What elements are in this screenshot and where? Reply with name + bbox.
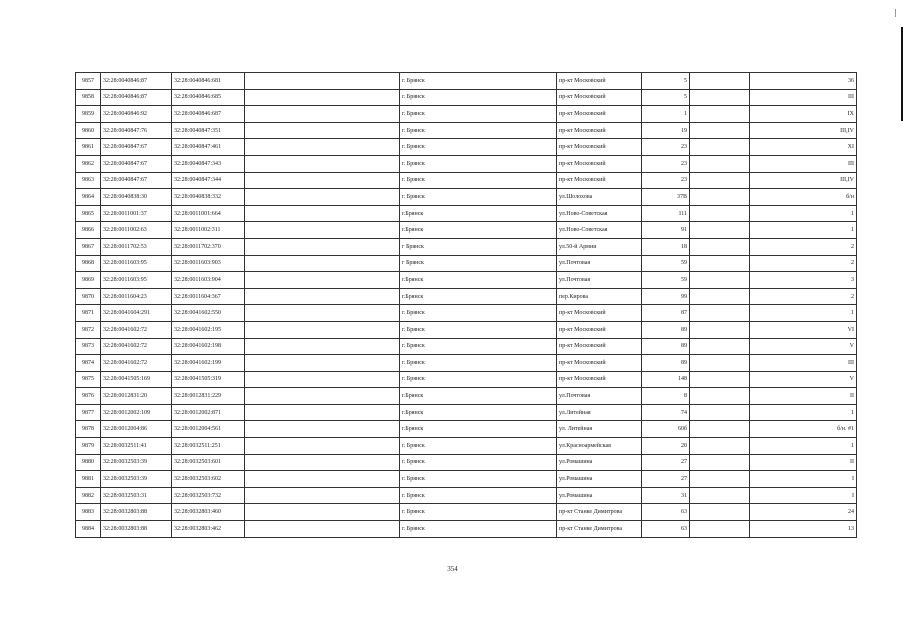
table-row <box>76 321 857 338</box>
cell-building-column <box>690 421 750 438</box>
cell-building-column <box>690 338 750 355</box>
cell-street: ул.Ромашина <box>557 471 642 488</box>
cell-object-cadastral-number: 32:28:0040838:332 <box>172 189 245 206</box>
cell-blank-column <box>245 504 400 521</box>
cell-land-cadastral-number: 32:28:0032503:31 <box>101 487 172 504</box>
table-row <box>76 238 857 255</box>
cell-land-cadastral-number: 32:28:0011603:95 <box>101 255 172 272</box>
cell-city: г. Брянск <box>400 89 557 106</box>
cell-blank-column <box>245 238 400 255</box>
table-row <box>76 504 857 521</box>
cell-apartment: 36 <box>750 73 857 90</box>
cell-row-number: 9860 <box>76 122 101 139</box>
cell-land-cadastral-number: 32:28:0032503:39 <box>101 471 172 488</box>
cell-object-cadastral-number: 32:28:0041602:550 <box>172 305 245 322</box>
cell-blank-column <box>245 89 400 106</box>
cell-apartment: V <box>750 338 857 355</box>
table-row <box>76 155 857 172</box>
cell-land-cadastral-number: 32:28:0041602:72 <box>101 338 172 355</box>
cell-land-cadastral-number: 32:28:0012831:20 <box>101 388 172 405</box>
cell-apartment: V <box>750 371 857 388</box>
cell-land-cadastral-number: 32:28:0011604:23 <box>101 288 172 305</box>
cell-land-cadastral-number: 32:28:0011002:63 <box>101 222 172 239</box>
cell-blank-column <box>245 205 400 222</box>
cell-row-number: 9859 <box>76 106 101 123</box>
cell-blank-column <box>245 404 400 421</box>
cell-object-cadastral-number: 32:28:0012004:561 <box>172 421 245 438</box>
table-row <box>76 487 857 504</box>
cell-apartment: III <box>750 355 857 372</box>
cell-blank-column <box>245 272 400 289</box>
cell-city: г. Брянск <box>400 122 557 139</box>
table-body <box>76 73 857 538</box>
cell-blank-column <box>245 139 400 156</box>
cell-building-column <box>690 521 750 538</box>
cell-apartment: III <box>750 89 857 106</box>
cell-building-column <box>690 321 750 338</box>
cell-apartment: 1 <box>750 222 857 239</box>
cell-street: ул.Красноармейская <box>557 438 642 455</box>
cell-city: г Брянск <box>400 238 557 255</box>
cell-object-cadastral-number: 32:28:0011603:904 <box>172 272 245 289</box>
cell-house-number: 99 <box>642 288 690 305</box>
cell-object-cadastral-number: 32:28:0011702:370 <box>172 238 245 255</box>
table-row <box>76 404 857 421</box>
cell-land-cadastral-number: 32:28:0040847:67 <box>101 155 172 172</box>
cell-building-column <box>690 288 750 305</box>
cell-blank-column <box>245 222 400 239</box>
cell-city: г. Брянск <box>400 106 557 123</box>
cell-house-number: 89 <box>642 321 690 338</box>
cell-row-number: 9869 <box>76 272 101 289</box>
cell-city: г Брянск <box>400 255 557 272</box>
cell-row-number: 9877 <box>76 404 101 421</box>
cell-blank-column <box>245 521 400 538</box>
cell-house-number: 37В <box>642 189 690 206</box>
cell-apartment: VI <box>750 321 857 338</box>
cell-city: г. Брянск <box>400 321 557 338</box>
table-row <box>76 73 857 90</box>
cell-blank-column <box>245 255 400 272</box>
cell-house-number: 5 <box>642 89 690 106</box>
cell-apartment: б/н. #1 <box>750 421 857 438</box>
cell-land-cadastral-number: 32:28:0032511:41 <box>101 438 172 455</box>
cell-city: г. Брянск <box>400 305 557 322</box>
cell-blank-column <box>245 155 400 172</box>
cell-house-number: 63 <box>642 504 690 521</box>
cell-city: г. Брянск <box>400 504 557 521</box>
cell-house-number: 27 <box>642 454 690 471</box>
cell-city: г.Брянск <box>400 205 557 222</box>
cell-blank-column <box>245 106 400 123</box>
cell-blank-column <box>245 355 400 372</box>
cell-object-cadastral-number: 32:28:0012831:229 <box>172 388 245 405</box>
cell-row-number: 9867 <box>76 238 101 255</box>
cell-street: пр-кт Московский <box>557 89 642 106</box>
cell-city: г.Брянск <box>400 388 557 405</box>
cell-blank-column <box>245 73 400 90</box>
cell-object-cadastral-number: 32:28:0032803:460 <box>172 504 245 521</box>
cell-apartment: 2 <box>750 238 857 255</box>
cell-apartment: XI <box>750 139 857 156</box>
cell-land-cadastral-number: 32:28:0012004:86 <box>101 421 172 438</box>
table-row <box>76 288 857 305</box>
table-row <box>76 139 857 156</box>
cell-city: г. Брянск <box>400 189 557 206</box>
cell-house-number: 27 <box>642 471 690 488</box>
cell-row-number: 9873 <box>76 338 101 355</box>
cell-object-cadastral-number: 32:28:0032503:601 <box>172 454 245 471</box>
table-row <box>76 371 857 388</box>
cell-row-number: 9879 <box>76 438 101 455</box>
cell-blank-column <box>245 471 400 488</box>
cell-object-cadastral-number: 32:28:0011604:367 <box>172 288 245 305</box>
cell-street: ул.Почтовая <box>557 388 642 405</box>
cell-apartment: 2 <box>750 288 857 305</box>
cell-street: пр-кт Московский <box>557 371 642 388</box>
cell-city: г. Брянск <box>400 438 557 455</box>
cell-street: пр-кт Московский <box>557 106 642 123</box>
cell-street: пр-кт Московский <box>557 139 642 156</box>
cell-city: г. Брянск <box>400 155 557 172</box>
cell-apartment: I <box>750 487 857 504</box>
cell-apartment: 1 <box>750 205 857 222</box>
cell-object-cadastral-number: 32:28:0012002:871 <box>172 404 245 421</box>
scan-margin-mark <box>901 27 903 121</box>
cell-city: г. Брянск <box>400 521 557 538</box>
cell-object-cadastral-number: 32:28:0040846:681 <box>172 73 245 90</box>
cell-house-number: 91 <box>642 222 690 239</box>
cell-house-number: 5 <box>642 73 690 90</box>
cell-apartment: III <box>750 155 857 172</box>
cell-building-column <box>690 438 750 455</box>
cell-object-cadastral-number: 32:28:0040847:344 <box>172 172 245 189</box>
cell-house-number: 60б <box>642 421 690 438</box>
table-row <box>76 255 857 272</box>
cell-street: ул.Почтовая <box>557 255 642 272</box>
cell-apartment: 3 <box>750 272 857 289</box>
cell-apartment: III,IV <box>750 172 857 189</box>
table-row <box>76 355 857 372</box>
cell-building-column <box>690 122 750 139</box>
cell-row-number: 9884 <box>76 521 101 538</box>
cell-building-column <box>690 487 750 504</box>
cell-object-cadastral-number: 32:28:0032803:462 <box>172 521 245 538</box>
cell-blank-column <box>245 487 400 504</box>
cell-street: пр-кт Московский <box>557 338 642 355</box>
cell-apartment: 13 <box>750 521 857 538</box>
cell-object-cadastral-number: 32:28:0040846:685 <box>172 89 245 106</box>
cell-house-number: 20 <box>642 438 690 455</box>
cell-street: ул.Ромашина <box>557 454 642 471</box>
cell-land-cadastral-number: 32:28:0040847:67 <box>101 139 172 156</box>
cell-object-cadastral-number: 32:28:0011001:664 <box>172 205 245 222</box>
cell-apartment: 1 <box>750 438 857 455</box>
cell-street: ул. Литейная <box>557 421 642 438</box>
table-row <box>76 122 857 139</box>
table-row <box>76 89 857 106</box>
cell-street: пр-кт Московский <box>557 355 642 372</box>
cell-house-number: 1 <box>642 106 690 123</box>
cell-apartment: б/н <box>750 189 857 206</box>
cell-blank-column <box>245 321 400 338</box>
cell-blank-column <box>245 454 400 471</box>
cell-land-cadastral-number: 32:28:0012002:109 <box>101 404 172 421</box>
cell-apartment: III,IV <box>750 122 857 139</box>
cell-building-column <box>690 388 750 405</box>
cell-city: г. Брянск <box>400 471 557 488</box>
cell-city: г. Брянск <box>400 139 557 156</box>
cell-street: ул.Почтовая <box>557 272 642 289</box>
cell-street: пр-кт Станке Димитрова <box>557 521 642 538</box>
table-row <box>76 172 857 189</box>
cell-blank-column <box>245 438 400 455</box>
cell-house-number: 89 <box>642 355 690 372</box>
cell-row-number: 9866 <box>76 222 101 239</box>
cell-building-column <box>690 238 750 255</box>
scan-margin-tick <box>895 9 896 17</box>
cell-object-cadastral-number: 32:28:0041505:319 <box>172 371 245 388</box>
cell-land-cadastral-number: 32:28:0032803:88 <box>101 521 172 538</box>
cell-building-column <box>690 404 750 421</box>
cell-street: ул.Ново-Советская <box>557 222 642 239</box>
cell-building-column <box>690 155 750 172</box>
cell-row-number: 9865 <box>76 205 101 222</box>
cell-row-number: 9864 <box>76 189 101 206</box>
cell-city: г. Брянск <box>400 487 557 504</box>
cell-apartment: I <box>750 471 857 488</box>
cell-house-number: 111 <box>642 205 690 222</box>
cell-row-number: 9858 <box>76 89 101 106</box>
cell-row-number: 9883 <box>76 504 101 521</box>
cell-object-cadastral-number: 32:28:0032511:251 <box>172 438 245 455</box>
cell-row-number: 9878 <box>76 421 101 438</box>
cell-row-number: 9868 <box>76 255 101 272</box>
cell-apartment: 2 <box>750 255 857 272</box>
table-row <box>76 338 857 355</box>
cell-street: пр-кт Московский <box>557 305 642 322</box>
cell-city: г.Брянск <box>400 421 557 438</box>
cell-land-cadastral-number: 32:28:0040838:30 <box>101 189 172 206</box>
cell-building-column <box>690 139 750 156</box>
cell-house-number: 23 <box>642 172 690 189</box>
cell-land-cadastral-number: 32:28:0040847:67 <box>101 172 172 189</box>
cell-house-number: 148 <box>642 371 690 388</box>
table-row <box>76 438 857 455</box>
table-row <box>76 222 857 239</box>
cell-blank-column <box>245 172 400 189</box>
cell-street: пр-кт Московский <box>557 122 642 139</box>
cell-blank-column <box>245 338 400 355</box>
table-row <box>76 388 857 405</box>
cell-building-column <box>690 504 750 521</box>
cell-land-cadastral-number: 32:28:0011001:37 <box>101 205 172 222</box>
cell-street: пр-кт Московский <box>557 172 642 189</box>
cell-land-cadastral-number: 32:28:0040846:87 <box>101 89 172 106</box>
cell-building-column <box>690 255 750 272</box>
table-row <box>76 454 857 471</box>
cell-city: г.Брянск <box>400 272 557 289</box>
cell-street: пр-кт Московский <box>557 73 642 90</box>
cell-row-number: 9871 <box>76 305 101 322</box>
cell-building-column <box>690 73 750 90</box>
cell-apartment: IX <box>750 106 857 123</box>
cell-land-cadastral-number: 32:28:0040847:76 <box>101 122 172 139</box>
cell-object-cadastral-number: 32:28:0032503:732 <box>172 487 245 504</box>
cell-row-number: 9857 <box>76 73 101 90</box>
cell-house-number: 63 <box>642 521 690 538</box>
cell-building-column <box>690 355 750 372</box>
cell-object-cadastral-number: 32:28:0032503:602 <box>172 471 245 488</box>
cell-street: пр-кт Московский <box>557 155 642 172</box>
cell-land-cadastral-number: 32:28:0011702:53 <box>101 238 172 255</box>
cell-house-number: 23 <box>642 139 690 156</box>
cell-house-number: 18 <box>642 238 690 255</box>
cell-city: г.Брянск <box>400 288 557 305</box>
cell-street: пр-кт Московский <box>557 321 642 338</box>
cell-apartment: 1 <box>750 404 857 421</box>
cell-apartment: 1 <box>750 305 857 322</box>
cell-building-column <box>690 189 750 206</box>
cell-row-number: 9862 <box>76 155 101 172</box>
cell-object-cadastral-number: 32:28:0040847:351 <box>172 122 245 139</box>
cell-street: ул.50-й Армии <box>557 238 642 255</box>
cell-city: г. Брянск <box>400 371 557 388</box>
cell-building-column <box>690 371 750 388</box>
cell-blank-column <box>245 305 400 322</box>
cell-land-cadastral-number: 32:28:0040846:92 <box>101 106 172 123</box>
cell-object-cadastral-number: 32:28:0041602:195 <box>172 321 245 338</box>
cell-city: г. Брянск <box>400 454 557 471</box>
cell-street: пр-кт Станке Димитрова <box>557 504 642 521</box>
cell-object-cadastral-number: 32:28:0040847:343 <box>172 155 245 172</box>
cell-street: ул.Литейная <box>557 404 642 421</box>
table-row <box>76 106 857 123</box>
cell-building-column <box>690 272 750 289</box>
table-row <box>76 471 857 488</box>
table-row <box>76 205 857 222</box>
cell-land-cadastral-number: 32:28:0040846:87 <box>101 73 172 90</box>
cell-city: г. Брянск <box>400 172 557 189</box>
cell-row-number: 9881 <box>76 471 101 488</box>
cell-city: г. Брянск <box>400 338 557 355</box>
cell-row-number: 9861 <box>76 139 101 156</box>
cell-city: г.Брянск <box>400 404 557 421</box>
cell-land-cadastral-number: 32:28:0041602:72 <box>101 321 172 338</box>
cell-house-number: 19 <box>642 122 690 139</box>
cell-blank-column <box>245 122 400 139</box>
page-number: 354 <box>447 565 458 573</box>
cell-row-number: 9863 <box>76 172 101 189</box>
cell-blank-column <box>245 288 400 305</box>
cell-row-number: 9876 <box>76 388 101 405</box>
cell-house-number: 8 <box>642 388 690 405</box>
cell-house-number: 59 <box>642 272 690 289</box>
cell-apartment: 24 <box>750 504 857 521</box>
cell-building-column <box>690 172 750 189</box>
cell-blank-column <box>245 388 400 405</box>
cell-building-column <box>690 89 750 106</box>
property-registry-table <box>75 72 857 538</box>
cell-building-column <box>690 106 750 123</box>
cell-house-number: 23 <box>642 155 690 172</box>
cell-land-cadastral-number: 32:28:0011603:95 <box>101 272 172 289</box>
cell-land-cadastral-number: 32:28:0041602:72 <box>101 355 172 372</box>
cell-row-number: 9875 <box>76 371 101 388</box>
cell-building-column <box>690 454 750 471</box>
cell-row-number: 9882 <box>76 487 101 504</box>
cell-row-number: 9870 <box>76 288 101 305</box>
table-row <box>76 521 857 538</box>
cell-city: г.Брянск <box>400 222 557 239</box>
cell-street: пер.Кирова <box>557 288 642 305</box>
cell-blank-column <box>245 189 400 206</box>
cell-building-column <box>690 471 750 488</box>
table-row <box>76 421 857 438</box>
cell-house-number: 87 <box>642 305 690 322</box>
cell-building-column <box>690 205 750 222</box>
cell-object-cadastral-number: 32:28:0040847:461 <box>172 139 245 156</box>
cell-land-cadastral-number: 32:28:0041505:169 <box>101 371 172 388</box>
cell-blank-column <box>245 421 400 438</box>
cell-city: г. Брянск <box>400 355 557 372</box>
table-row <box>76 189 857 206</box>
cell-house-number: 59 <box>642 255 690 272</box>
cell-street: ул.Шолохова <box>557 189 642 206</box>
cell-house-number: 31 <box>642 487 690 504</box>
cell-object-cadastral-number: 32:28:0040846:687 <box>172 106 245 123</box>
cell-object-cadastral-number: 32:28:0041602:199 <box>172 355 245 372</box>
cell-city: г. Брянск <box>400 73 557 90</box>
cell-house-number: 89 <box>642 338 690 355</box>
cell-house-number: 74 <box>642 404 690 421</box>
cell-object-cadastral-number: 32:28:0011002:311 <box>172 222 245 239</box>
cell-street: ул.Ромашина <box>557 487 642 504</box>
cell-blank-column <box>245 371 400 388</box>
cell-object-cadastral-number: 32:28:0011603:903 <box>172 255 245 272</box>
cell-land-cadastral-number: 32:28:0032503:39 <box>101 454 172 471</box>
cell-apartment: II <box>750 388 857 405</box>
cell-building-column <box>690 222 750 239</box>
cell-land-cadastral-number: 32:28:0032803:88 <box>101 504 172 521</box>
cell-row-number: 9874 <box>76 355 101 372</box>
table-row <box>76 305 857 322</box>
cell-street: ул.Ново-Советская <box>557 205 642 222</box>
cell-building-column <box>690 305 750 322</box>
cell-row-number: 9880 <box>76 454 101 471</box>
cell-land-cadastral-number: 32:28:0041604:291 <box>101 305 172 322</box>
cell-object-cadastral-number: 32:28:0041602:198 <box>172 338 245 355</box>
cell-row-number: 9872 <box>76 321 101 338</box>
table-row <box>76 272 857 289</box>
cell-apartment: II <box>750 454 857 471</box>
